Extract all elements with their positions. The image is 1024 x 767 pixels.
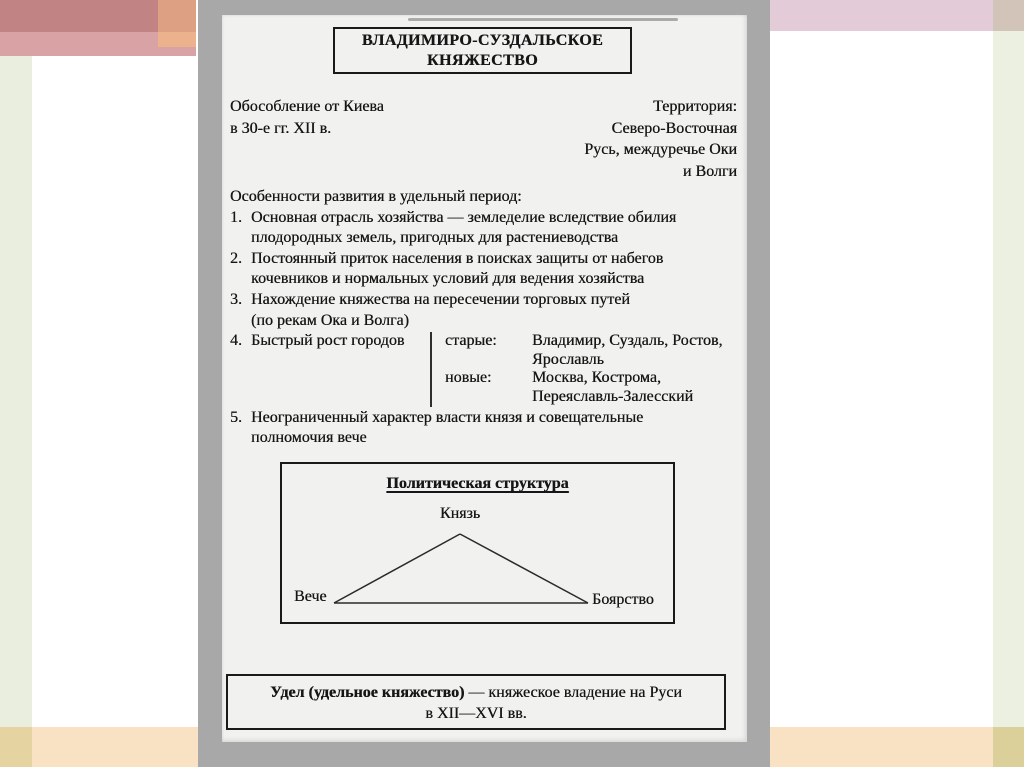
title-line-2: КНЯЖЕСТВО [426,51,539,69]
cities-divider-line [430,332,432,406]
cities-table [445,332,722,406]
features-list [230,187,744,449]
deco-green-strip-right [993,31,1024,727]
veche-label: Вече [294,588,327,605]
scanned-page [222,15,747,742]
territory-line-1: Территория: [653,98,737,115]
scan-artifact-line [408,18,678,21]
territory-line-3: Русь, междуречье Оки [584,141,737,158]
feature-line: Быстрый рост городов [251,332,405,350]
feature-item-2 [230,249,744,290]
feature-line: кочевников и нормальных условий для ведения хозяйства [251,270,645,288]
knyaz-label: Князь [439,505,481,522]
definition-line-2: в XII—XVI вв. [425,705,527,722]
territory-line-2: Северо-Восточная [611,119,737,137]
deco-corner-bottom-right [993,727,1024,767]
deco-corner-bottom-left [0,727,32,767]
feature-item-3 [230,290,744,331]
deco-orange-block-top [158,0,196,32]
title-box [333,27,632,74]
feature-line: Нахождение княжества на пересечении торговых путей [251,290,630,308]
feature-number: 5. [230,408,242,426]
new-cities-line-1: Москва, Кострома, [532,369,661,387]
feature-line: полномочия вече [251,429,367,447]
separation-note [230,96,384,139]
old-cities-line-2: Ярославль [532,350,604,368]
political-structure-title: Политическая структура [386,475,569,492]
definition-box [226,674,726,730]
features-heading: Особенности развития в удельный период: [230,188,522,205]
definition-term: Удел (удельное княжество) [270,684,465,701]
feature-number: 1. [230,208,242,226]
new-cities-line-2: Переяславль-Залесский [532,387,694,405]
old-cities-line-1: Владимир, Суздаль, Ростов, [532,332,723,350]
feature-line: Постоянный приток населения в поисках защиты от набегов [251,249,664,267]
deco-corner-top-right [993,0,1024,31]
deco-orange-block-bottom [158,32,196,47]
deco-pink-band-top-right [770,0,993,31]
feature-number: 3. [230,290,242,308]
old-cities-label: старые: [445,332,497,350]
feature-item-1 [230,208,744,249]
slide-panel [198,0,770,767]
title-line-1: ВЛАДИМИРО-СУЗДАЛЬСКОЕ [361,32,604,49]
feature-line: Неограниченный характер власти князя и совещательные [251,408,644,426]
feature-item-4 [230,331,744,407]
deco-green-strip-left [0,56,32,727]
deco-rose-block [0,0,158,32]
feature-number: 4. [230,332,242,350]
feature-line: (по рекам Ока и Волга) [251,311,409,329]
new-cities-label: новые: [445,369,492,387]
feature-number: 2. [230,249,242,267]
separation-line-1: Обособление от Киева [230,98,384,115]
boyarstvo-label: Боярство [592,591,654,608]
separation-line-2: в 30-е гг. XII в. [230,119,332,137]
definition-text: — княжеское владение на Руси [464,684,682,701]
territory-line-4: и Волги [682,162,737,180]
old-cities-row [445,332,722,369]
feature-line: Основная отрасль хозяйства — земледелие вследствие обилия [251,208,677,226]
new-cities-row [445,369,722,406]
territory-note [584,96,737,182]
feature-item-5 [230,408,744,449]
political-structure-box [280,462,675,624]
feature-line: плодородных земель, пригодных для растениеводства [251,229,619,247]
